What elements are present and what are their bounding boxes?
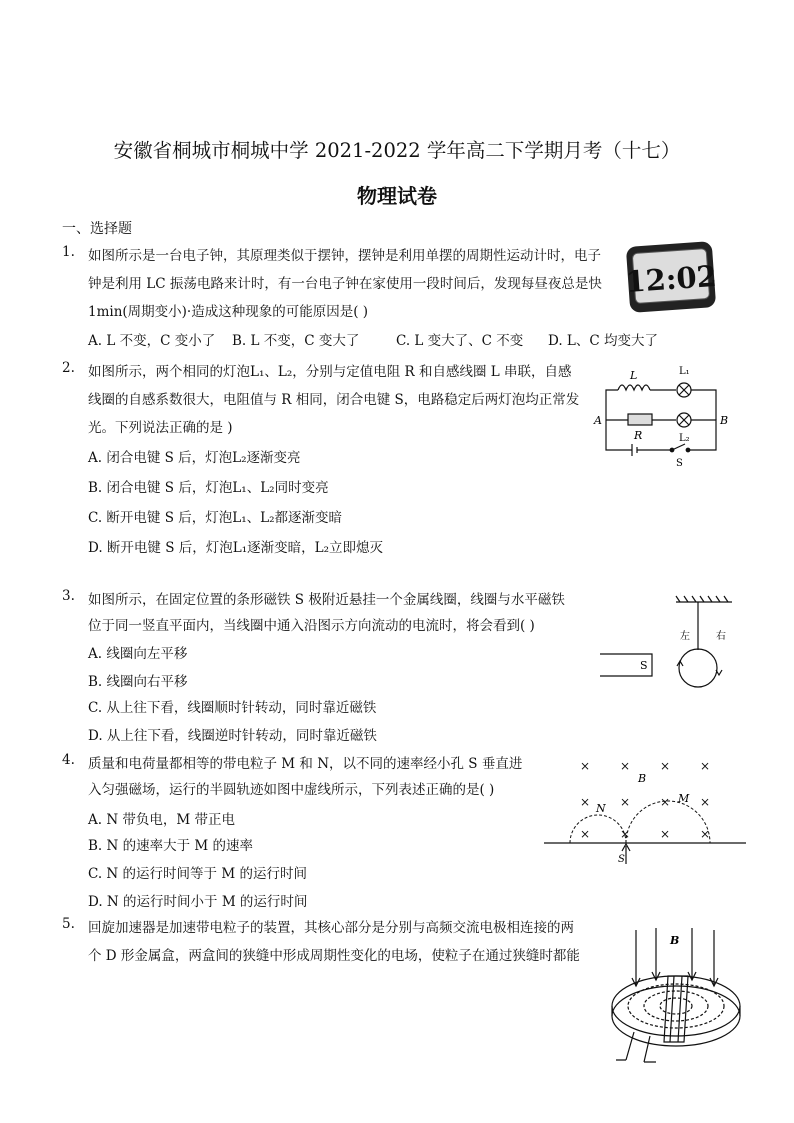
magnetic-field-figure: [540, 756, 750, 866]
label-L1: L₁: [679, 366, 690, 377]
field-cross: ×: [620, 759, 631, 773]
label-L2: L₂: [679, 433, 690, 444]
question-text-line: 如图所示，两个相同的灯泡L₁、L₂，分别与定值电阻 R 和自感线圈 L 串联，自感: [88, 364, 572, 380]
question-text-line: 钟是利用 LC 振荡电路来计时，有一台电子钟在家使用一段时间后，发现每昼夜总是快: [88, 276, 602, 292]
question-text-line: 光。下列说法正确的是 ): [88, 420, 233, 436]
option-a: A. L 不变，C 变小了: [88, 333, 216, 349]
page-title: 安徽省桐城市桐城中学 2021-2022 学年高二下学期月考（十七）: [113, 139, 681, 162]
field-cross: ×: [700, 759, 711, 773]
option-c: C. 从上往下看，线圈顺时针转动，同时靠近磁铁: [88, 700, 377, 716]
question-text-line: 线圈的自感系数很大，电阻值与 R 相同，闭合电键 S，电路稳定后两灯泡均正常发: [88, 392, 580, 408]
option-c: C. N 的运行时间等于 M 的运行时间: [88, 866, 307, 882]
magnet-coil-figure: [600, 594, 760, 698]
option-b: B. 闭合电键 S 后，灯泡L₁、L₂同时变亮: [88, 480, 329, 496]
label-B: B: [670, 934, 680, 947]
label-left: 左: [680, 631, 690, 642]
label-R: R: [634, 429, 643, 442]
option-d: D. N 的运行时间小于 M 的运行时间: [88, 894, 308, 910]
field-cross: ×: [660, 827, 671, 841]
field-cross: ×: [620, 795, 631, 809]
label-B: B: [720, 414, 729, 427]
question-text-line: 如图所示，在固定位置的条形磁铁 S 极附近悬挂一个金属线圈，线圈与水平磁铁: [88, 592, 565, 608]
question-text-line: 入匀强磁场，运行的半圆轨迹如图中虚线所示，下列表述正确的是( ): [88, 782, 495, 798]
question-number: 2.: [62, 360, 75, 376]
question-text-line: 个 D 形金属盒，两盒间的狭缝中形成周期性变化的电场，使粒子在通过狭缝时都能: [88, 948, 580, 964]
label-B: B: [638, 772, 647, 785]
option-b: B. N 的速率大于 M 的速率: [88, 838, 254, 854]
question-text-line: 如图所示是一台电子钟，其原理类似于摆钟，摆钟是利用单摆的周期性运动计时，电子: [88, 248, 601, 264]
option-b: B. L 不变，C 变大了: [232, 333, 360, 349]
option-c: C. L 变大了、C 不变: [396, 333, 524, 349]
question-text-line: 质量和电荷量都相等的带电粒子 M 和 N，以不同的速率经小孔 S 垂直进: [88, 756, 523, 772]
field-cross: ×: [580, 827, 591, 841]
field-cross: ×: [580, 795, 591, 809]
option-c: C. 断开电键 S 后，灯泡L₁、L₂都逐渐变暗: [88, 510, 343, 526]
section-heading: 一、选择题: [62, 221, 132, 237]
field-cross: ×: [620, 827, 631, 841]
question-number: 5.: [62, 916, 75, 932]
digital-clock-figure: [624, 238, 720, 316]
field-cross: ×: [700, 827, 711, 841]
clock-display: 12:02: [624, 258, 718, 300]
label-N: N: [596, 802, 606, 815]
label-A: A: [594, 414, 602, 427]
label-S: S: [618, 854, 625, 865]
option-b: B. 线圈向右平移: [88, 674, 188, 690]
option-a: A. 闭合电键 S 后，灯泡L₂逐渐变亮: [88, 450, 301, 466]
cyclotron-figure: [604, 924, 760, 1064]
question-number: 4.: [62, 752, 75, 768]
field-cross: ×: [700, 795, 711, 809]
field-cross: ×: [580, 759, 591, 773]
label-right: 右: [716, 631, 726, 642]
option-d: D. 断开电键 S 后，灯泡L₁逐渐变暗，L₂立即熄灭: [88, 540, 384, 556]
question-text-line: 位于同一竖直平面内，当线圈中通入沿图示方向流动的电流时，将会看到( ): [88, 618, 535, 634]
page-subtitle: 物理试卷: [357, 184, 437, 208]
question-text-line: 回旋加速器是加速带电粒子的装置，其核心部分是分别与高频交流电极相连接的两: [88, 920, 574, 936]
option-a: A. 线圈向左平移: [88, 646, 188, 662]
question-text-line: 1min(周期变小)·造成这种现象的可能原因是( ): [88, 304, 369, 320]
option-a: A. N 带负电，M 带正电: [88, 812, 236, 828]
magnet-pole-label: S: [640, 659, 648, 672]
circuit-diagram: [592, 362, 732, 470]
option-d: D. L、C 均变大了: [548, 333, 659, 349]
question-number: 1.: [62, 244, 75, 260]
label-L: L: [630, 369, 638, 382]
label-S: S: [676, 458, 683, 469]
question-number: 3.: [62, 588, 75, 604]
field-cross: ×: [660, 759, 671, 773]
option-d: D. 从上往下看，线圈逆时针转动，同时靠近磁铁: [88, 728, 377, 744]
field-cross: ×: [660, 795, 671, 809]
label-M: M: [678, 792, 690, 805]
